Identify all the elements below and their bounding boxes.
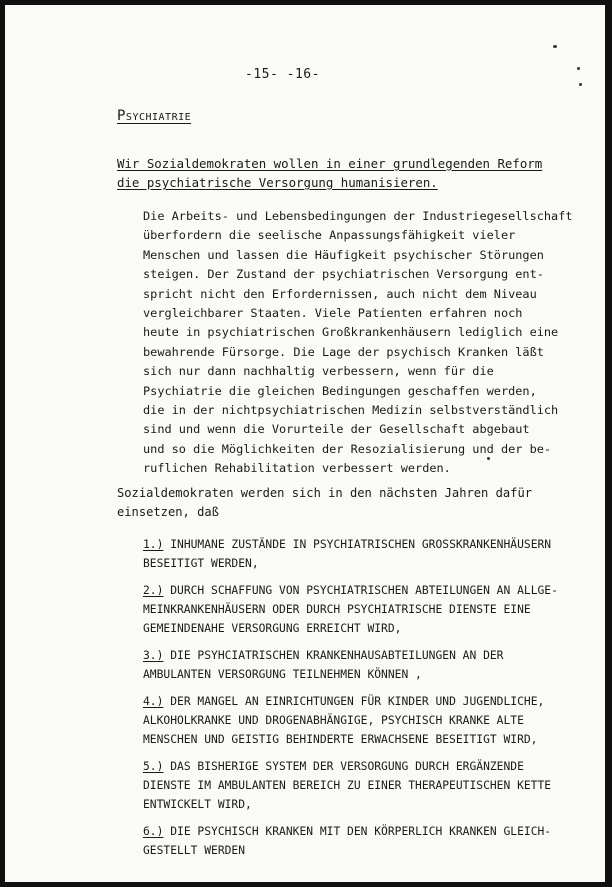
list-item-text: DIE PSYCHISCH KRANKEN MIT DEN KÖRPERLICH KRANKEN GLEICH- GESTELLT WERDEN [143, 825, 552, 857]
list-item [143, 646, 603, 684]
list-item [143, 535, 603, 573]
list-item-number: 4.) [143, 695, 164, 708]
intro-statement: Sozialdemokraten werden sich in den nächsten Jahren dafür einsetzen, daß [117, 486, 533, 519]
list-item-text: INHUMANE ZUSTÄNDE IN PSYCHIATRISCHEN GROSSKRANKENHÄUSERN BESEITIGT WERDEN, [143, 538, 552, 570]
lead-statement: Wir Sozialdemokraten wollen in einer grundlegenden Reform die psychiatrische Versorgung humanisieren. [117, 156, 543, 190]
scan-speck [487, 457, 490, 460]
list-item [143, 822, 603, 860]
list-item-text: DER MANGEL AN EINRICHTUNGEN FÜR KINDER UND JUGENDLICHE, ALKOHOLKRANKE UND DROGENABHÄNGIGE, PSYCHISCH KRANKE ALTE MENSCHEN UND GEISTIG BEHINDERTE ERWACHSENE BESEITIGT WIRD, [143, 695, 545, 746]
scan-speck [577, 67, 580, 70]
scan-speck [553, 45, 557, 48]
list-item-number: 5.) [143, 760, 164, 773]
list-item-number: 3.) [143, 649, 164, 662]
list-item [143, 692, 603, 749]
list-item-text: DAS BISHERIGE SYSTEM DER VERSORGUNG DURCH ERGÄNZENDE DIENSTE IM AMBULANTEN BEREICH ZU EINER THERAPEUTISCHEN KETTE ENTWICKELT WIRD, [143, 760, 552, 811]
list-item-text: DURCH SCHAFFUNG VON PSYCHIATRISCHEN ABTEILUNGEN AN ALLGE- MEINKRANKENHÄUSERN ODER DURCH PSYCHIATRISCHE DIENSTE EINE GEMEINDENAHE VERSORGUNG ERREICHT WIRD, [143, 584, 558, 635]
list-item [143, 757, 603, 814]
scan-speck [579, 83, 582, 86]
document-page [5, 5, 605, 882]
body-paragraph: Die Arbeits- und Lebensbedingungen der Industriegesellschaft überfordern die seelische Anpassungsfähigkeit vieler Menschen und lassen die Häufigkeit psychischer Störungen steigen. Der Zustand der psychiatrischen Versorgung ent- spricht nicht den Erfordernissen, auch nicht dem Niveau vergleichbarer Staaten. Viele Patienten erfahren noch heute in psychiatrischen Großkrankenhäusern lediglich eine bewahrende Fürsorge. Die Lage der psychisch Kranken läßt sich nur dann nachhaltig verbessern, wenn für die Psychiatrie die gleichen Bedingungen geschaffen werden, die in der nichtpsychiatrischen Medizin selbstverständlich sind und wenn die Vorurteile der Gesellschaft abgebaut und so die Möglichkeiten der Resozialisierung und der be- ruflichen Rehabilitation verbessert werden. [143, 209, 573, 476]
list-item-number: 6.) [143, 825, 164, 838]
demands-list [143, 535, 603, 868]
list-item-number: 2.) [143, 584, 164, 597]
section-title: Psychiatrie [117, 108, 192, 124]
list-item-number: 1.) [143, 538, 164, 551]
page-number: -15- -16- [245, 67, 320, 82]
list-item-text: DIE PSYHCIATRISCHEN KRANKENHAUSABTEILUNGEN AN DER AMBULANTEN VERSORGUNG TEILNEHMEN KÖNNEN , [143, 649, 504, 681]
list-item [143, 581, 603, 638]
